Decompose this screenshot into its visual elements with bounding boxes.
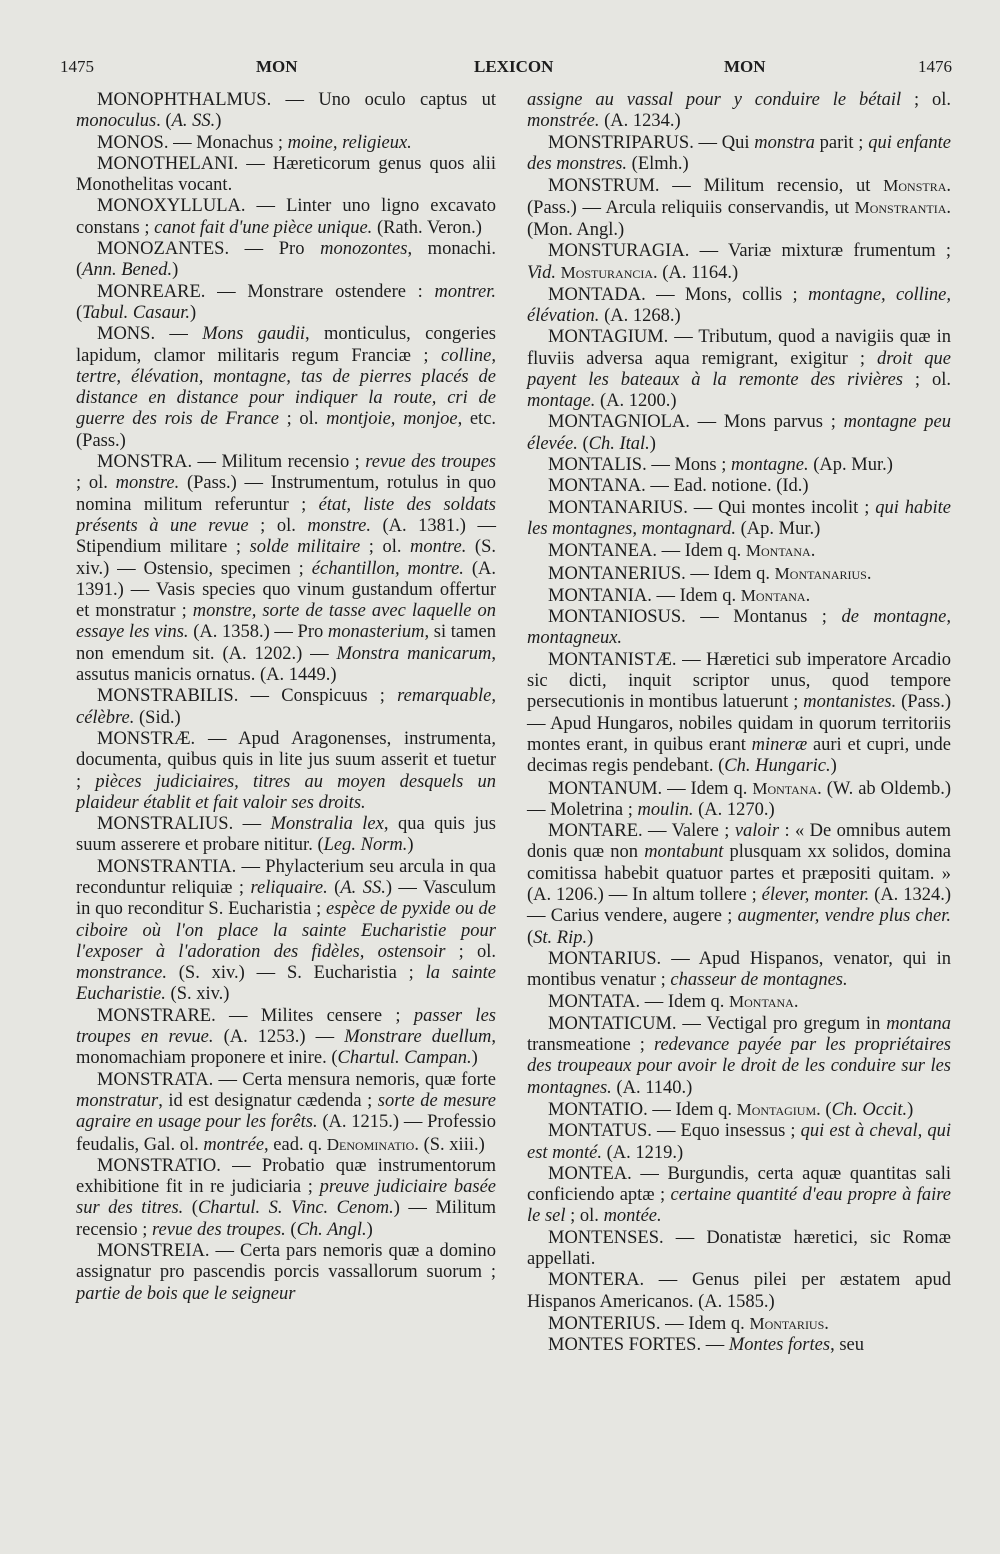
dictionary-entry: MONTANERIUS. — Idem q. Montanarius. [548,563,872,584]
dictionary-entry: MONSTRARE. — Milites censere ; passer les troupes en revue. (A. 1253.) — Monstrare duellum, monomachiam proponere et inire. (Chartul. Campan.) [76,1005,497,1069]
dictionary-entry: MONTANARIUS. — Qui montes incolit ; qui habite les montagnes, montagnard. (Ap. Mur.) [527,497,951,539]
dictionary-entry: MONTATIO. — Idem q. Montagium. (Ch. Occit.) [548,1099,914,1120]
dictionary-entry: MONTAGNIOLA. — Mons parvus ; montagne peu élevée. (Ch. Ital.) [527,412,951,454]
dictionary-entry: MONOTHELANI. — Hæreticorum genus quos alii Monothelitas vocant. [76,153,496,196]
dictionary-entry: MONOPHTHALMUS. — Uno oculo captus ut monoculus. (A. SS.) [76,90,496,132]
entry-continuation: assigne au vassal pour y conduire le bétail ; ol. monstrée. (A. 1234.) [527,90,951,132]
dictionary-entry: MONS. — Mons gaudii, monticulus, congeries lapidum, clamor militaris regum Franciæ ; colline, tertre, élévation, montagne, tas de pierres placés de distance en distance pour indiquer la route, cri de guerre des rois de France ; ol. montjoie, monjoe, etc. (Pass.) [76,324,497,451]
dictionary-entry: MONTANA. — Ead. notione. (Id.) [548,476,809,497]
dictionary-entry: MONSTRIPARUS. — Qui monstra parit ; qui enfante des monstres. (Elmh.) [527,132,952,174]
dictionary-entry: MONTERIUS. — Idem q. Montarius. [548,1313,829,1334]
left-column [76,90,496,1305]
dictionary-entry: MONSTRUM. — Militum recensio, ut Monstra. (Pass.) — Arcula reliquiis conservandis, ut Monstrantia. (Mon. Angl.) [527,176,951,240]
dictionary-entry: MONTANUM. — Idem q. Montana. (W. ab Oldemb.) — Moletrina ; moulin. (A. 1270.) [527,778,952,820]
dictionary-entry: MONTARE. — Valere ; valoir : « De omnibus autem donis quæ non montabunt plusquam xx solidos, domina comitissa habebit quatuor partes et præpositi quitam. » (A. 1206.) — In altum tollere ; élever, monter. (A. 1324.) — Carius vendere, augere ; augmenter, vendre plus cher. (St. Rip.) [527,821,951,948]
right-column [527,90,951,1357]
dictionary-entry: MONSTRANTIA. — Phylacterium seu arcula in qua reconduntur reliquiæ ; reliquaire. (A. SS.) — Vasculum in quo reconditur S. Eucharistia ; espèce de pyxide ou de ciboire où l'on place la sainte Eucharistie pour l'exposer à l'adoration des fidèles, ostensoir ; ol. monstrance. (S. xiv.) — S. Eucharistia ; la sainte Eucharistie. (S. xiv.) [76,856,496,1005]
dictionary-entry: MONTATICUM. — Vectigal pro gregum in montana transmeatione ; redevance payée par les propriétaires des troupeaux pour avoir le droit de les conduire sur les montagnes. (A. 1140.) [527,1013,951,1098]
running-title: LEXICON [474,57,554,76]
dictionary-entry: MONTANISTÆ. — Hæretici sub imperatore Arcadio sic dicti, inquit scriptor unus, quod tempore persecutionis in montibus latuerunt ; montanistes. (Pass.) — Apud Hungaros, nobiles quidam in quorum territoriis montes erant, in quibus erant mineræ auri et cupri, unde decimas regis pendebant. (Ch. Hungaric.) [527,649,951,777]
dictionary-entry: MONSTRABILIS. — Conspicuus ; remarquable, célèbre. (Sid.) [76,686,496,728]
dictionary-entry: MONTALIS. — Mons ; montagne. (Ap. Mur.) [548,455,893,476]
dictionary-entry: MONTARIUS. — Apud Hispanos, venator, qui in montibus venatur ; chasseur de montagnes. [527,948,951,991]
dictionary-entry: MONTEA. — Burgundis, certa aquæ quantitas sali conficiendo aptæ ; certaine quantité d'eau propre à faire le sel ; ol. montée. [527,1163,952,1227]
dictionary-entry: MONSTRÆ. — Apud Aragonenses, instrumenta, documenta, quibus quis in lite jus suum asserit et tuetur ; pièces judiciaires, titres au moyen desquels un plaideur établit et fait valoir ses droits. [76,728,497,813]
running-header [60,57,952,83]
dictionary-entry: MONTAGIUM. — Tributum, quod a navigiis quæ in fluviis adversa aqua remigrant, exigitur ; droit que payent les bateaux à la remonte des rivières ; ol. montage. (A. 1200.) [527,327,951,412]
dictionary-entry: MONTATA. — Idem q. Montana. [548,992,799,1013]
dictionary-entry: MONSTREIA. — Certa pars nemoris quæ a domino assignatur pro pascendis porcis vassallorum suorum ; partie de bois que le seigneur [76,1241,496,1304]
dictionary-entry: MONTANIA. — Idem q. Montana. [548,585,811,606]
dictionary-entry: MONTATUS. — Equo insessus ; qui est à cheval, qui est monté. (A. 1219.) [527,1121,951,1163]
dictionary-entry: MONTADA. — Mons, collis ; montagne, colline, élévation. (A. 1268.) [527,284,951,326]
dictionary-entry: MONSTRATA. — Certa mensura nemoris, quæ forte monstratur, id est designatur cædenda ; sorte de mesure agraire en usage pour les forêts. (A. 1215.) — Professio feudalis, Gal. ol. montrée, ead. q. Denominatio. (S. xiii.) [76,1069,496,1155]
dictionary-entry: MONOZANTES. — Pro monozontes, monachi. (Ann. Bened.) [76,239,497,281]
dictionary-entry: MONTENSES. — Donatistæ hæretici, sic Romæ appellati. [527,1227,951,1270]
dictionary-entry: MONOXYLLULA. — Linter uno ligno excavato constans ; canot fait d'une pièce unique. (Rath. Veron.) [76,196,496,238]
dictionary-entry: MONSTRATIO. — Probatio quæ instrumentorum exhibitione fit in re judiciaria ; preuve judiciaire basée sur des titres. (Chartul. S. Vinc. Cenom.) — Militum recensio ; revue des troupes. (Ch. Angl.) [76,1155,497,1240]
dictionary-entry: MONSTRA. — Militum recensio ; revue des troupes ; ol. monstre. (Pass.) — Instrumentum, rotulus in quo nomina militum referuntur ; état, liste des soldats présents à une revue ; ol. monstre. (A. 1381.) — Stipendium militare ; solde militaire ; ol. montre. (S. xiv.) — Ostensio, specimen ; échantillon, montre. (A. 1391.) — Vasis species quo vinum gustandum offertur et monstratur ; monstre, sorte de tasse avec laquelle on essaye les vins. (A. 1358.) — Pro monasterium, si tamen non emendum sit. (A. 1202.) — Monstra manicarum, assutus manicis ornatus. (A. 1449.) [76,452,497,686]
dictionary-entry: MONSTURAGIA. — Variæ mixturæ frumentum ; Vid. Mosturancia. (A. 1164.) [527,241,951,284]
dictionary-entry: MONTERA. — Genus pilei per æstatem apud Hispanos Americanos. (A. 1585.) [527,1270,951,1312]
right-guide-word: MON [724,57,766,76]
page-number-left: 1475 [60,57,94,76]
dictionary-entry: MONTANEA. — Idem q. Montana. [548,541,816,562]
dictionary-entry: MONTES FORTES. — Montes fortes, seu [548,1335,864,1356]
dictionary-entry: MONOS. — Monachus ; moine, religieux. [97,132,412,153]
page-number-right: 1476 [918,57,952,76]
left-guide-word: MON [256,57,298,76]
dictionary-entry: MONSTRALIUS. — Monstralia lex, qua quis jus suum asserere et probare nititur. (Leg. Norm.) [76,814,496,856]
dictionary-entry: MONREARE. — Monstrare ostendere : montrer. (Tabul. Casaur.) [76,281,496,323]
dictionary-entry: MONTANIOSUS. — Montanus ; de montagne, montagneux. [527,607,951,649]
